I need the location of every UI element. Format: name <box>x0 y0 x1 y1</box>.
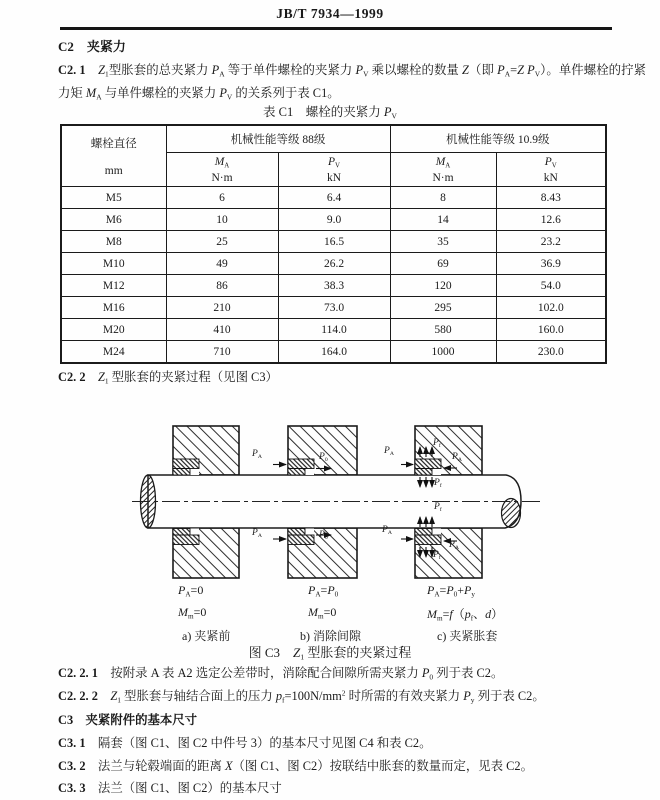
label-pa: $P_A$ <box>384 446 394 457</box>
label-p0: $P_0$ <box>319 452 328 463</box>
paragraph-c2-1: C2. 1 $Z_1$型胀套的总夹紧力 $P_A$ 等于单件螺栓的夹紧力 $P_V$ 乘以螺栓的数量 Z（即 $P_A=Z$ $P_V$）。单件螺栓的拧紧力矩 $M_A$ 与单件螺栓的夹紧力 $P_V$ 的关系列于表 C1。 <box>58 63 646 102</box>
header-cell-grade-88: 机械性能等级 88级 <box>166 125 390 153</box>
formula-b-pa: $P_A=P_0$ <box>308 583 339 599</box>
sleeve-a-lower <box>173 529 199 545</box>
table-cell: 210 <box>166 297 278 319</box>
table-cell: 26.2 <box>278 253 390 275</box>
section-heading-c3: C3 夹紧附件的基本尺寸 <box>58 713 198 727</box>
table-cell: 16.5 <box>278 231 390 253</box>
table-cell: 35 <box>390 231 496 253</box>
table-cell: M5 <box>61 187 166 209</box>
table-row <box>61 297 606 319</box>
table-cell: 160.0 <box>496 319 606 341</box>
header-cell-ma-109: $M_A$ N·m <box>390 153 496 187</box>
sleeve-b-upper <box>288 459 314 475</box>
table-cell: 54.0 <box>496 275 606 297</box>
table-cell: 1000 <box>390 341 496 364</box>
table-cell: 36.9 <box>496 253 606 275</box>
table-cell: 164.0 <box>278 341 390 364</box>
sleeve-a-upper <box>173 459 199 475</box>
formula-b-mm: $M_m=0$ <box>308 605 337 621</box>
table-cell: 710 <box>166 341 278 364</box>
table-cell: M16 <box>61 297 166 319</box>
table-cell: M12 <box>61 275 166 297</box>
table-cell: 6.4 <box>278 187 390 209</box>
sleeve-b-lower <box>288 529 314 545</box>
table-row <box>61 209 606 231</box>
header-cell-grade-109: 机械性能等级 10.9级 <box>390 125 606 153</box>
header-cell-bolt-diameter <box>61 125 166 187</box>
table-cell: M20 <box>61 319 166 341</box>
table-cell: M24 <box>61 341 166 364</box>
table-cell: M8 <box>61 231 166 253</box>
table-c1 <box>60 124 607 364</box>
table-row <box>61 231 606 253</box>
label-pf: $P_f$ <box>433 438 441 449</box>
formula-a-pa: $P_A=0$ <box>178 583 204 599</box>
table-row <box>61 187 606 209</box>
table-cell: 49 <box>166 253 278 275</box>
sleeve-c-upper <box>415 459 441 475</box>
figure-c3-title: 图 C3 $Z_1$ 型胀套的夹紧过程 <box>248 645 412 662</box>
sleeve-c-lower <box>415 529 441 545</box>
label-pa: $P_A$ <box>252 528 262 539</box>
formula-a-mm: $M_m=0$ <box>178 605 207 621</box>
caption-panel-c: c) 夹紧胀套 <box>437 629 498 643</box>
table-cell: 114.0 <box>278 319 390 341</box>
table-cell: 120 <box>390 275 496 297</box>
header-cell-pv-109: $P_V$ kN <box>496 153 606 187</box>
label-pa: $P_A$ <box>452 452 462 463</box>
caption-panel-b: b) 消除间隙 <box>300 629 361 643</box>
table-cell: 12.6 <box>496 209 606 231</box>
label-pf: $P_f$ <box>434 478 442 489</box>
table-row <box>61 341 606 364</box>
standard-number: JB/T 7934—1999 <box>276 6 384 21</box>
caption-panel-a: a) 夹紧前 <box>182 629 231 643</box>
table-cell: 295 <box>390 297 496 319</box>
table-cell: 10 <box>166 209 278 231</box>
label-pf: $P_f$ <box>433 550 441 561</box>
table-row <box>61 253 606 275</box>
shaft-right-end-section <box>502 499 521 528</box>
label-pa: $P_A$ <box>382 525 392 536</box>
bolt-diameter-unit: mm <box>104 165 123 177</box>
header-cell-ma-88: $M_A$ N·m <box>166 153 278 187</box>
table-cell: 86 <box>166 275 278 297</box>
paragraph-c3-2: C3. 2 法兰与轮毂端面的距离 X（图 C1、图 C2）按联结中胀套的数量而定，见表 C2。 <box>58 759 534 773</box>
section-heading-c2: C2 夹紧力 <box>58 39 126 54</box>
table-cell: 102.0 <box>496 297 606 319</box>
table-header-row-groups <box>61 125 606 153</box>
table-cell: 38.3 <box>278 275 390 297</box>
formula-c-pa: $P_A=P_0+P_y$ <box>427 583 475 599</box>
table-cell: 410 <box>166 319 278 341</box>
table-cell: 25 <box>166 231 278 253</box>
table-cell: 69 <box>390 253 496 275</box>
paragraph-c3-1: C3. 1 隔套（图 C1、图 C2 中件号 3）的基本尺寸见图 C4 和表 C2。 <box>58 736 432 750</box>
label-pa: $P_A$ <box>449 540 459 551</box>
table-cell: 230.0 <box>496 341 606 364</box>
bolt-diameter-label: 螺栓直径 <box>90 138 137 150</box>
label-p0: $P_0$ <box>319 530 328 541</box>
figure-c3-diagram <box>60 418 620 588</box>
header-rule <box>60 27 612 30</box>
table-cell: 23.2 <box>496 231 606 253</box>
table-cell: 580 <box>390 319 496 341</box>
table-cell: 14 <box>390 209 496 231</box>
header-cell-pv-88: $P_V$ kN <box>278 153 390 187</box>
table-cell: 8.43 <box>496 187 606 209</box>
table-cell: 73.0 <box>278 297 390 319</box>
paragraph-c2-2-1: C2. 2. 1 按附录 A 表 A2 选定公差带时，消除配合间隙所需夹紧力 $P_0$ 列于表 C2。 <box>58 666 504 682</box>
table-cell: 6 <box>166 187 278 209</box>
formula-c-mm: $M_m=f(p_f$、d） <box>427 607 504 623</box>
paragraph-c2-2-2: C2. 2. 2 $Z_1$ 型胀套与轴结合面上的压力 $p_f=100N/mm^2$ 时所需的有效夹紧力 $P_y$ 列于表 C2。 <box>58 688 545 705</box>
table-cell: 8 <box>390 187 496 209</box>
table-c1-caption: 表 C1 螺栓的夹紧力 $P_V$ <box>263 105 397 121</box>
table-cell: 9.0 <box>278 209 390 231</box>
paragraph-c2-2: C2. 2 $Z_1$ 型胀套的夹紧过程（见图 C3） <box>58 370 278 386</box>
table-cell: M6 <box>61 209 166 231</box>
paragraph-c3-3: C3. 3 法兰（图 C1、图 C2）的基本尺寸 <box>58 781 282 795</box>
table-cell: M10 <box>61 253 166 275</box>
table-row <box>61 319 606 341</box>
table-row <box>61 275 606 297</box>
label-pa: $P_A$ <box>252 449 262 460</box>
label-pf: $P_f$ <box>434 502 442 513</box>
